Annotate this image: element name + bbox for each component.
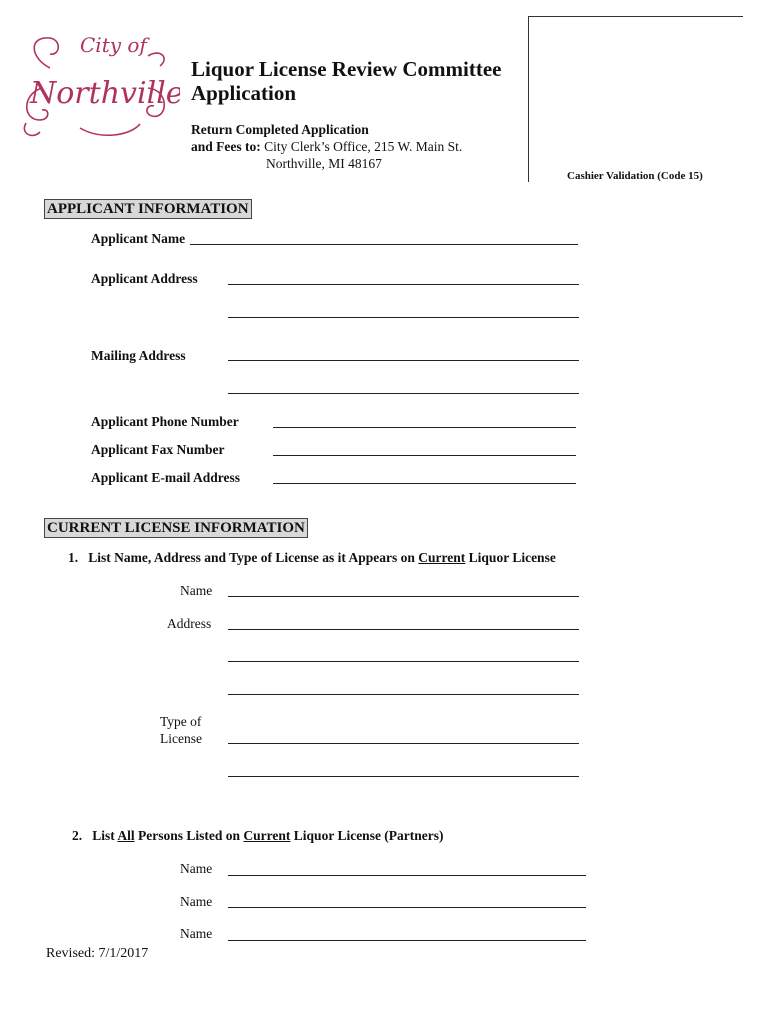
- license-type-label: Type of License: [160, 714, 202, 746]
- partner-name-field-1[interactable]: [228, 875, 586, 876]
- license-address-field-3[interactable]: [228, 694, 579, 695]
- mailing-address-field-2[interactable]: [228, 393, 579, 394]
- revised-date: Revised: 7/1/2017: [46, 946, 149, 961]
- svg-text:Northville: Northville: [30, 76, 180, 111]
- license-type-field-1[interactable]: [228, 743, 579, 744]
- applicant-address-label: Applicant Address: [91, 271, 198, 286]
- phone-label: Applicant Phone Number: [91, 414, 239, 429]
- license-address-field-2[interactable]: [228, 661, 579, 662]
- email-label: Applicant E-mail Address: [91, 470, 241, 485]
- mailing-address-label: Mailing Address: [91, 348, 186, 363]
- mailing-address-field-1[interactable]: [228, 360, 579, 361]
- phone-field[interactable]: [273, 427, 576, 428]
- partner-name-field-3[interactable]: [228, 940, 586, 941]
- return-instructions: Return Completed Application and Fees to: City Clerk’s Office, 215 W. Main St. Northville, MI 48167: [191, 122, 463, 171]
- applicant-address-field-1[interactable]: [228, 284, 579, 285]
- partner-name-field-2[interactable]: [228, 907, 586, 908]
- current-license-heading: CURRENT LICENSE INFORMATION: [44, 518, 308, 538]
- fax-label: Applicant Fax Number: [91, 442, 225, 457]
- license-name-field[interactable]: [228, 596, 579, 597]
- city-of-northville-logo: [20, 28, 180, 143]
- partner-name-label-2: Name: [180, 894, 213, 909]
- question-2: 2. List All Persons Listed on Current Liquor License (Partners): [72, 828, 444, 843]
- question-1: 1. List Name, Address and Type of License as it Appears on Current Liquor License: [68, 550, 556, 565]
- license-name-label: Name: [180, 583, 213, 598]
- applicant-name-label: Applicant Name: [91, 231, 186, 246]
- applicant-name-field[interactable]: [190, 244, 578, 245]
- cashier-validation-label: Cashier Validation (Code 15): [567, 170, 703, 182]
- license-address-label: Address: [167, 616, 212, 631]
- partner-name-label-1: Name: [180, 861, 213, 876]
- svg-text:City of: City of: [80, 33, 147, 57]
- cashier-validation-box: [528, 16, 743, 182]
- email-field[interactable]: [273, 483, 576, 484]
- applicant-address-field-2[interactable]: [228, 317, 579, 318]
- license-address-field-1[interactable]: [228, 629, 579, 630]
- form-title: Liquor License Review Committee Application: [191, 57, 502, 105]
- license-type-field-2[interactable]: [228, 776, 579, 777]
- partner-name-label-3: Name: [180, 926, 213, 941]
- fax-field[interactable]: [273, 455, 576, 456]
- applicant-info-heading: APPLICANT INFORMATION: [44, 199, 252, 219]
